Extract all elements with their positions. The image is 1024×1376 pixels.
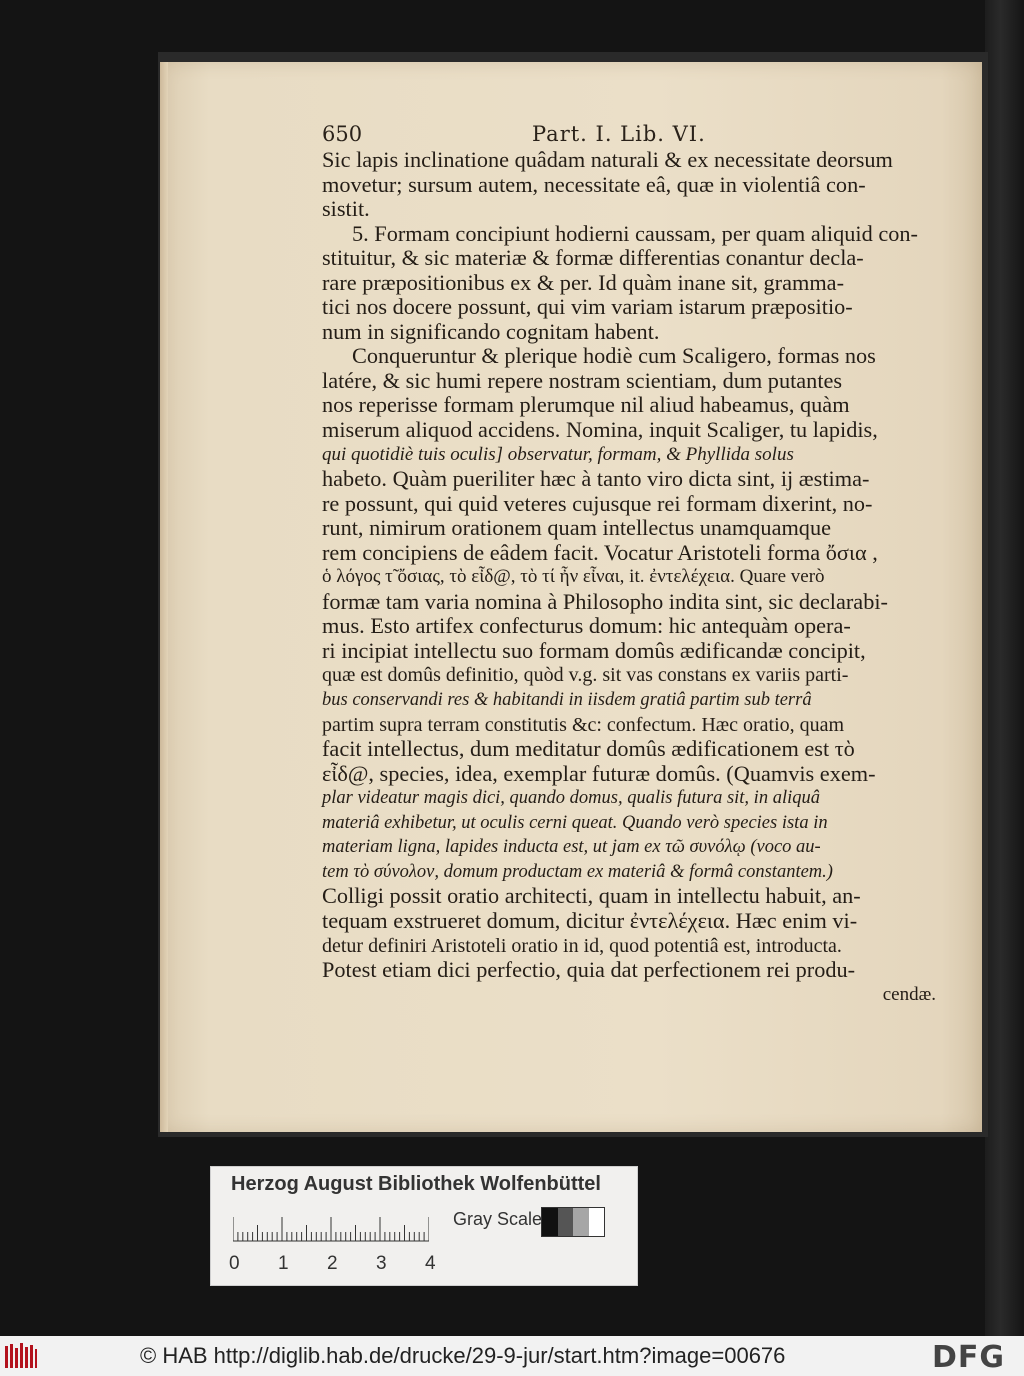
gray-swatch-dark: [558, 1208, 574, 1236]
text-line: partim supra terram constitutis &c: confectum. Hæc oratio, quam: [322, 713, 845, 736]
text-line: ri incipiat intellectu suo formam domûs ædificandæ concipit,: [322, 637, 866, 663]
text-line: latére, & sic humi repere nostram scientiam, dum putantes: [322, 367, 843, 393]
ruler-number: 2: [327, 1253, 338, 1274]
text-line: εἶδ@, species, idea, exemplar futuræ domûs. (Quamvis exem-: [322, 760, 876, 786]
gray-swatch-black: [542, 1208, 558, 1236]
text-line: materiâ exhibetur, ut oculis cerni queat. Quando verò species ista in: [322, 812, 828, 833]
text-line: bus conservandi res & habitandi in iisdem gratiâ partim sub terrâ: [322, 690, 812, 711]
hab-logo-icon: [4, 1342, 38, 1370]
text-line: re possunt, qui quid veteres cujusque rei formam dixerint, no-: [322, 490, 873, 516]
book-binding: [985, 0, 1024, 1336]
text-line: materiam ligna, lapides inducta est, ut jam ex τῶ συνόλῳ (voco au-: [322, 837, 821, 858]
text-line: plar videatur magis dici, quando domus, qualis futura sit, in aliquâ: [322, 788, 820, 809]
text-line: Conqueruntur & plerique hodiè cum Scaligero, formas nos: [352, 343, 876, 369]
text-line: movetur; sursum autem, necessitate eâ, quæ in violentiâ con-: [322, 171, 866, 197]
text-line: sistit.: [322, 196, 370, 222]
body-text: [322, 148, 952, 1007]
text-line: stituitur, & sic materiæ & formæ differentias conantur decla-: [322, 245, 864, 271]
text-line: 5. Formam concipiunt hodierni caussam, per quam aliquid con-: [352, 220, 918, 246]
text-line: facit intellectus, dum meditatur domûs ædificationem est τὸ: [322, 736, 855, 762]
text-line: num in significando cognitam habent.: [322, 318, 660, 344]
text-line: runt, nimirum orationem quam intellectus unamquamque: [322, 515, 831, 541]
text-line: rem concipiens de eâdem facit. Vocatur Aristoteli forma ὄσια ,: [322, 539, 878, 565]
footer-bar: [0, 1336, 1024, 1376]
text-line: detur definiri Aristoteli oratio in id, quod potentiâ est, introducta.: [322, 934, 842, 957]
ruler-number: 1: [278, 1253, 289, 1274]
text-line: Potest etiam dici perfectio, quia dat perfectionem rei produ-: [322, 957, 856, 983]
text-line: rare præpositionibus ex & per. Id quàm inane sit, gramma-: [322, 269, 844, 295]
text-line: Colligi possit oratio architecti, quam in intellectu habuit, an-: [322, 883, 861, 909]
gray-swatch-white: [589, 1208, 605, 1236]
gray-scale-swatches: [541, 1207, 605, 1237]
ruler-number: 3: [376, 1253, 387, 1274]
text-line: formæ tam varia nomina à Philosopho indita sint, sic declarabi-: [322, 588, 888, 614]
text-line: mus. Esto artifex confecturus domum: hic antequàm opera-: [322, 613, 851, 639]
page-number: 650: [322, 122, 363, 146]
ruler-number: 0: [229, 1253, 240, 1274]
running-head: Part. I. Lib. VI.: [532, 122, 706, 146]
gray-swatch-light: [573, 1208, 589, 1236]
text-line: ὁ λόγος τ̃ ὄσιας, τὸ εἶδ@, τὸ τί ἦν εἶναι, it. ἐντελέχεια. Quare verò: [322, 566, 825, 588]
page-edge: [160, 62, 168, 1132]
text-line: quæ est domûs definitio, quòd v.g. sit vas constans ex variis parti-: [322, 664, 849, 687]
text-line: habeto. Quàm pueriliter hæc à tanto viro dicta sint, ij æstima-: [322, 466, 870, 492]
ruler-number: 4: [425, 1253, 436, 1274]
dfg-logo: DFG: [932, 1340, 1006, 1375]
text-line: cendæ.: [882, 983, 936, 1005]
copyright-url: © HAB http://diglib.hab.de/drucke/29-9-jur/start.htm?image=00676: [140, 1343, 786, 1368]
ruler-numbers: [227, 1253, 457, 1277]
ruler-scale: [233, 1211, 429, 1243]
text-line: tem τὸ σύνολον, domum productam ex materiâ & formâ constantem.): [322, 861, 833, 882]
text-line: Sic lapis inclinatione quâdam naturali & ex necessitate deorsum: [322, 147, 893, 172]
color-target-card: [210, 1166, 638, 1286]
library-name: Herzog August Bibliothek Wolfenbüttel: [231, 1173, 601, 1195]
text-line: qui quotidiè tuis oculis] observatur, formam, & Phyllida solus: [322, 443, 794, 465]
gray-scale-label: Gray Scale: [453, 1209, 543, 1229]
text-line: miserum aliquod accidens. Nomina, inquit Scaliger, tu lapidis,: [322, 417, 878, 443]
text-line: nos reperisse formam plerumque nil aliud habeamus, quàm: [322, 392, 850, 418]
text-line: tequam exstrueret domum, dicitur ἐντελέχεια. Hæc enim vi-: [322, 907, 858, 933]
text-line: tici nos docere possunt, qui vim variam istarum præpositio-: [322, 294, 853, 320]
